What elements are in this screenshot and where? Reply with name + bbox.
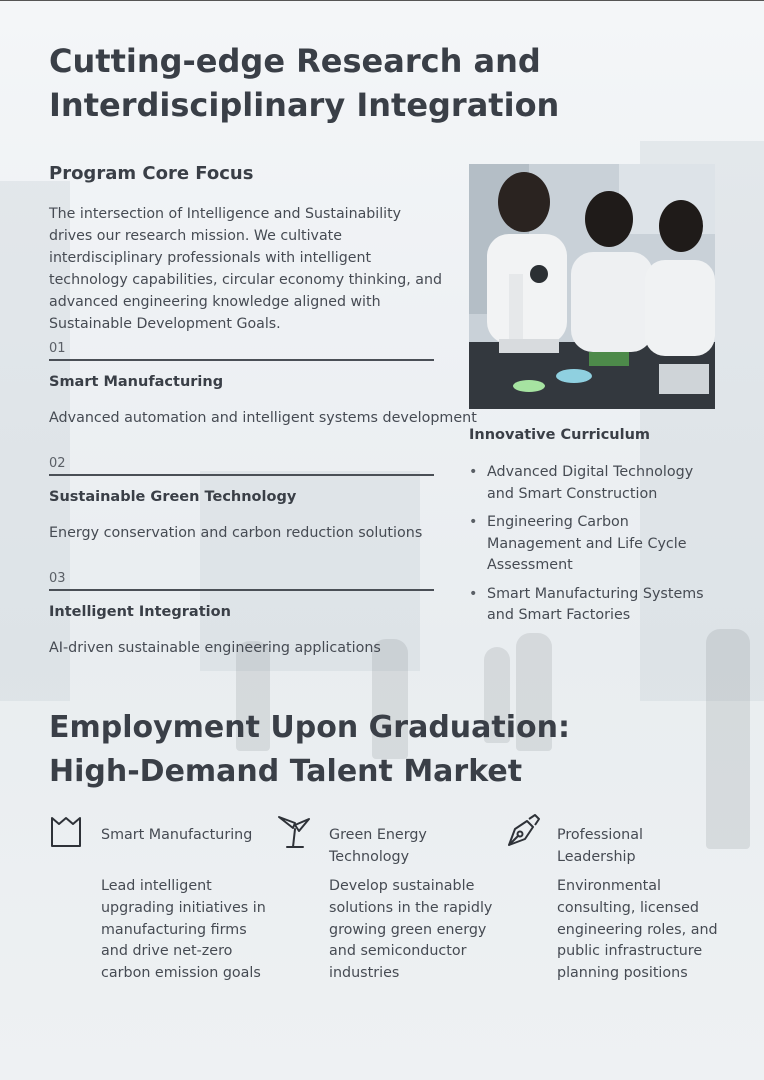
employment-title [49,706,649,794]
factory-icon [49,813,85,849]
curriculum-item: • Smart Manufacturing Systems and Smart Factories [469,584,719,627]
employment-title-line2: High-Demand Talent Market [49,754,523,789]
wind-turbine-icon [277,813,313,849]
employment-title-line1: Employment Upon Graduation: [49,710,571,745]
pen-nib-icon [505,813,541,849]
career-title: Smart Manufacturing [101,827,253,843]
curriculum-item: • Advanced Digital Technology and Smart Construction [469,462,719,505]
lab-students-photo [469,164,715,409]
focus-item-description: Advanced automation and intelligent systems development [49,410,477,426]
focus-item-smart-manufacturing [49,341,477,427]
focus-item-name: Intelligent Integration [49,604,231,620]
divider [49,589,434,591]
career-title: Green Energy Technology [329,827,427,865]
career-title: Professional Leadership [557,827,643,865]
career-description: Develop sustainable solutions in the rapidly growing green energy and semiconductor industries [329,878,493,982]
focus-item-description: AI-driven sustainable engineering applications [49,640,381,656]
core-focus-description: The intersection of Intelligence and Sustainability drives our research mission. We cultivate interdisciplinary professionals with intelligent technology capabilities, circular economy thinking, and advanced engineering knowledge aligned with Sustainable Development Goals. [49,206,442,332]
career-description: Environmental consulting, licensed engineering roles, and public infrastructure planning positions [557,878,718,982]
curriculum-title: Innovative Curriculum [469,427,651,443]
focus-item-green-technology [49,456,469,542]
curriculum-item: • Engineering Carbon Management and Life Cycle Assessment [469,512,719,577]
focus-item-name: Sustainable Green Technology [49,489,297,505]
career-description: Lead intelligent upgrading initiatives in manufacturing firms and drive net-zero carbon emission goals [101,878,266,982]
focus-item-number: 01 [49,341,66,356]
focus-item-number: 03 [49,571,66,586]
core-focus-title: Program Core Focus [49,163,254,184]
focus-item-name: Smart Manufacturing [49,374,224,390]
page-title: Cutting-edge Research and Interdisciplinary Integration [49,42,560,124]
focus-item-description: Energy conservation and carbon reduction solutions [49,525,423,541]
divider [49,474,434,476]
focus-item-intelligent-integration [49,571,469,657]
lab-scene-illustration [469,164,715,409]
curriculum-list [469,462,719,634]
focus-item-number: 02 [49,456,66,471]
divider [49,359,434,361]
